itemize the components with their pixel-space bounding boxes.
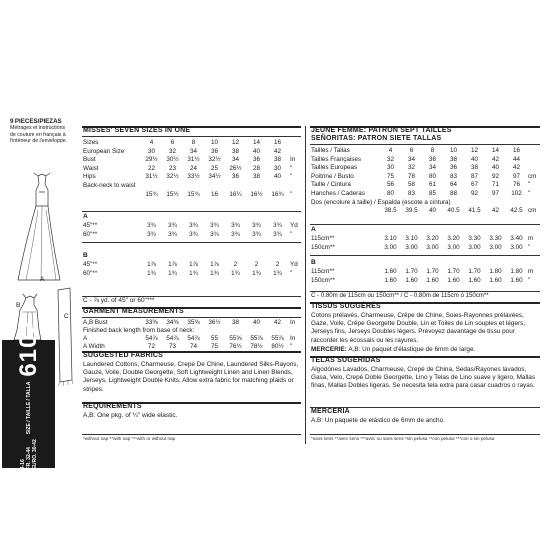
row-cell: 34 [407,155,415,163]
row-cell: 36 [210,147,218,155]
row-cell: 36 [231,173,239,181]
row-cell: 55 [210,335,218,342]
tissus-mercerie-title: MERCERIE: [311,346,347,353]
row-unit: In [290,335,296,342]
telas-mercerie-title: MERCERIA [311,408,350,415]
size-label: SIZE / TAILLE / TALLA [25,381,32,435]
row-cell: 16¼ [229,190,242,198]
row-cell: 1⅞ [147,261,156,268]
row-cell: 14 [252,139,260,146]
row-cell: 3.00 [384,244,397,251]
row-cell: 16½ [250,190,263,198]
row-cell: 3.30 [489,235,502,242]
row-label: 150cm** [311,244,335,251]
tissus-mercerie-text: A,B: Un paquet d'élastique de 6mm de large. [348,346,476,353]
row-cell: 1¾ [189,270,198,277]
row-cell: 3¾ [147,231,156,238]
misses-b-label: B [83,252,88,259]
row-cell: 1.60 [426,277,439,284]
row-cell: 3¾ [168,222,177,229]
row-cell: 40 [470,155,478,163]
row-cell: 34 [189,147,197,155]
pattern-number: 6102 [14,319,42,377]
row-cell: 3¾ [210,231,219,238]
row-cell: 41.5 [468,207,481,215]
row-cell: 3¾ [231,231,240,238]
footnote-right: *sans sens **avec sens ***avec ou sans sens *sin pelusa **con pelusa ***con o sin pelusa [311,436,495,441]
row-cell: 1.70 [405,268,418,275]
row-cell: 38 [470,164,478,172]
row-cell: 40 [491,164,499,172]
row-cell: 1.60 [447,277,460,284]
row-cell: 1.70 [468,268,481,275]
row-cell: 34 [231,156,239,164]
row-cell: 67 [470,181,478,189]
row-cell: 80 [428,172,436,180]
row-label: 45"** [83,222,98,229]
row-cell: 8 [430,147,435,154]
section-rule [310,224,540,225]
figure-b-label: B [16,302,21,309]
row-cell: 3¾ [273,231,282,238]
row-label: 115cm** [311,235,335,242]
row-label: Sizes [83,139,99,146]
row-cell: 54⅞ [145,335,158,342]
row-cell: 83 [407,190,415,197]
row-cell: 10 [449,147,457,154]
row-cell: 3¾ [231,222,240,229]
row-cell: 88 [449,190,457,197]
row-unit: Yd [290,261,298,268]
row-unit: In [290,319,296,326]
row-label: Dos (encolure à taille) / Espalda (escote a cintura) [311,198,451,206]
row-cell: 1¾ [168,270,177,277]
row-cell: 1¾ [231,270,240,277]
row-cell: 1.70 [426,268,439,275]
row-cell: 56 [386,181,394,189]
row-cell: 15¾ [187,190,200,198]
jeune-a-label: A [311,226,316,233]
telas-title: TELAS SUGERIDAS [311,357,381,364]
row-cell: 40 [252,319,260,326]
row-cell: 29½ [145,156,158,164]
row-cell: 26½ [229,164,242,172]
row-cell: 34½ [208,173,221,181]
row-cell: 3.00 [405,244,418,251]
row-cell: 30 [147,147,155,155]
tissus-mercerie [311,346,475,353]
row-cell: 1.80 [489,268,502,275]
row-cell: 55⅝ [229,335,242,342]
row-cell: 30 [273,164,281,172]
row-cell: 40 [252,147,260,155]
row-unit: " [290,173,293,181]
requirements-title: REQUIREMENTS [83,403,142,410]
row-cell: 33⅜ [145,319,158,326]
misses-title-rule [82,136,301,137]
row-cell: 36 [252,156,260,164]
row-cell: 78 [407,172,415,180]
row-cell: 3.00 [426,244,439,251]
figure-a-label: A [40,276,45,283]
row-cell: 1¾ [273,270,282,277]
row-cell: 58 [407,181,415,189]
row-cell: 32 [386,155,394,163]
row-cell: 38.5 [384,207,397,215]
row-cell: 16 [273,139,281,146]
row-label: 115cm** [311,268,335,275]
pieces-note [10,119,68,145]
row-cell: 38 [231,319,239,326]
row-cell: 1.80 [510,268,523,275]
section-rule [82,242,301,243]
tissus-text: Cotons prélavés, Charmeuse, Crêpe de Chine, Soies-Rayonnes prélavées, Gaze, Voile, Crêpe Georgette Double, Lin et Toiles de Lin souples et légers, Jerseys fins, Jerseys Doubles légers. Prévoyez davantage de tissu pour raccorder les écossais ou les rayures. [311,312,526,344]
row-cell: 42 [491,155,499,163]
row-label: A Width [83,343,105,350]
fabrics-text: Laundered Cottons, Charmeuse, Crepe De Chine, Laundered Silks-Rayons, Gauze, Voile, Double Georgette, Soft Lightweight Linen and Linen Blends, Jerseys, Lightweight Double Knits. Allow extra fabric for matching plaids or stripes. [83,361,299,393]
scarf-c-illustration [58,288,73,386]
row-cell: 6 [170,139,175,146]
row-label: 60"** [83,231,98,238]
row-label: Bust [83,156,96,164]
row-label: Finished back length from base of neck: [83,327,195,334]
jeune-title-1: JEUNE FEMME: PATRON SEPT TAILLES [311,127,452,134]
telas-text: Algodónes Lavados, Charmeuse, Crepé de China, Sedas/Rayones lavados, Gasa, Velo, Crepé Doble Georgette, Lino y Telas de Lino suave y ligero, Mallas finas, Mallas Dobles ligeras. Se necesita tela extra para casar cuadros o rayas. [311,366,536,390]
row-unit: cm [528,207,537,215]
jeune-c-row: C - 0.80m de 115cm ou 150cm** / C - 0.80m de 115cm ó 150cm** [311,292,489,299]
row-cell: 75 [210,343,218,350]
row-cell: 1.60 [384,268,397,275]
row-cell: 36 [449,164,457,172]
row-cell: 42.5 [510,207,523,215]
row-cell: 73 [168,343,176,350]
row-cell: 3¾ [168,231,177,238]
row-cell: 33½ [187,173,200,181]
row-cell: 83 [449,172,457,180]
telas-bottom-rule [310,434,540,435]
row-cell: 3.20 [426,235,439,242]
requirements-text: A,B: One pkg. of ¼" wide elastic. [83,412,178,419]
row-unit: " [290,164,293,172]
row-cell: 3.10 [405,235,418,242]
row-cell: 87 [470,172,478,180]
row-cell: 42 [512,164,520,172]
row-cell: 22 [147,164,155,172]
row-cell: 2 [233,261,238,268]
row-cell: 42 [273,319,281,326]
row-cell: 3¾ [210,222,219,229]
row-cell: 3¾ [273,222,282,229]
row-label: Poitrine / Busto [311,172,354,180]
footnote-left: *without nap **with nap ***with or without nap [83,436,176,441]
row-cell: 3¾ [189,222,198,229]
row-cell: 10 [210,139,218,146]
row-cell: 97 [512,172,520,180]
row-cell: 32 [168,147,176,155]
french-note: Métrages et instructions de couture en français à l'intérieur de l'enveloppe. [10,125,68,145]
row-cell: 74 [189,343,197,350]
row-cell: 40 [428,207,436,215]
row-cell: 15½ [166,190,179,198]
row-unit: m [528,268,534,275]
row-cell: 1⅞ [210,261,219,268]
figure-c-label: C [64,313,69,320]
row-label: 150cm** [311,277,335,284]
row-cell: 31½ [187,156,200,164]
row-cell: 3.00 [447,244,460,251]
size-code: A [17,474,39,489]
row-cell: 3.00 [468,244,481,251]
row-cell: 71 [491,181,499,189]
row-cell: 61 [428,181,436,189]
row-cell: 2 [254,261,259,268]
row-cell: 6 [409,147,414,154]
row-cell: 30 [386,164,394,172]
row-cell: 92 [470,190,478,197]
row-cell: 54⅞ [166,335,179,342]
row-cell: 42 [491,207,499,215]
row-label: Taille / Cintura [311,181,351,189]
row-cell: 15¾ [145,190,158,198]
row-cell: 8 [191,139,196,146]
row-cell: 64 [449,181,457,189]
column-divider [305,126,306,444]
row-cell: 3.00 [510,244,523,251]
row-cell: 23 [168,164,176,172]
row-cell: 1.70 [447,268,460,275]
row-cell: 1.60 [468,277,481,284]
row-cell: 40 [273,173,281,181]
row-cell: 4 [149,139,154,146]
fabrics-title: SUGGESTED FABRICS [83,352,164,359]
jeune-title-2: SEÑORITAS: PATRON SIETE TALLAS [311,135,442,142]
row-unit: " [528,190,531,197]
row-cell: 25 [210,164,218,172]
row-unit: " [528,277,531,284]
row-cell: 36½ [208,319,221,326]
row-cell: 34⅜ [166,319,179,326]
row-cell: 1¾ [147,270,156,277]
row-cell: 102 [511,190,522,197]
row-label: Back-neck to waist [83,182,136,189]
row-cell: 32 [407,164,415,172]
row-cell: 38 [449,155,457,163]
misses-title: MISSES' SEVEN SIZES IN ONE [83,127,191,134]
row-cell: 1¾ [252,270,261,277]
row-label: Hanches / Caderas [311,190,365,197]
row-cell: 16¾ [271,190,284,198]
row-cell: 78½ [250,343,263,350]
row-cell: 76½ [229,343,242,350]
row-cell: 16 [512,147,520,154]
section-rule [82,211,301,212]
row-cell: 3.40 [510,235,523,242]
row-unit: " [290,270,293,277]
row-cell: 24 [189,164,197,172]
misses-a-label: A [83,213,88,220]
row-cell: 72 [147,343,155,350]
tissus-title: TISSUS SUGGÉRÉS [311,303,381,310]
row-cell: 30½ [166,156,179,164]
row-cell: 44 [512,155,520,163]
row-cell: 36 [428,155,436,163]
row-cell: 38 [252,173,260,181]
row-cell: 38 [231,147,239,155]
dress-a-illustration [18,173,60,280]
row-cell: 3.00 [489,244,502,251]
row-cell: 76 [512,181,520,189]
row-cell: 35⅜ [187,319,200,326]
row-cell: 1¾ [210,270,219,277]
garment-title: GARMENT MEASUREMENTS [83,308,184,315]
row-cell: 3.30 [468,235,481,242]
row-label: Tailles / Tallas [311,147,350,154]
row-unit: cm [528,172,537,180]
size-lines: 4-16 FR. 32-44 EURO. 30-42 [19,439,38,470]
row-unit: " [290,343,293,350]
jeune-b-label: B [311,259,316,266]
row-cell: 34 [428,164,436,172]
row-label: A,B Bust [83,319,108,326]
row-unit: " [290,231,293,238]
row-cell: 12 [231,139,239,146]
telas-mercerie-text: A,B: Un paquete de elástico de 6mm de ancho. [311,417,445,424]
row-cell: 85 [428,190,436,197]
pieces-label: PIECES/PIEZAS [14,118,62,125]
row-cell: 54⅞ [187,335,200,342]
row-cell: 14 [491,147,499,154]
row-cell: 28 [252,164,260,172]
row-label: Hips [83,173,96,181]
row-cell: 1.60 [489,277,502,284]
row-cell: 1⅞ [189,261,198,268]
row-cell: 1.60 [510,277,523,284]
row-cell: 12 [470,147,478,154]
pieces-count: 9 [10,118,14,125]
row-cell: 1⅞ [168,261,177,268]
row-unit: " [528,244,531,251]
row-cell: 3¾ [147,222,156,229]
row-cell: 16 [210,190,218,198]
row-label: Tailles Europeas [311,164,358,172]
requirements-bottom-rule [82,434,301,435]
row-label: Tailles Françaises [311,155,362,163]
row-cell: 3.20 [447,235,460,242]
row-cell: 38 [273,156,281,164]
row-cell: 80½ [271,343,284,350]
garment-title-rule [82,317,301,318]
row-cell: 3¾ [189,231,198,238]
row-unit: Yd [290,222,298,229]
row-cell: 55⅞ [271,335,284,342]
row-cell: 32½ [208,156,221,164]
row-label: A [83,335,88,342]
row-label: 60"** [83,270,98,277]
row-label: Waist [83,164,99,172]
row-cell: 80 [386,190,394,197]
row-cell: 3¾ [252,222,261,229]
row-cell: 97 [491,190,499,197]
row-label: 45"** [83,261,98,268]
row-cell: 3.10 [384,235,397,242]
row-cell: 42 [273,147,281,155]
row-label: European Size [83,147,125,155]
row-cell: 75 [386,172,394,180]
row-unit: " [290,190,293,198]
row-unit: " [528,181,531,189]
row-cell: 4 [388,147,393,154]
row-cell: 92 [491,172,499,180]
row-cell: 1.60 [405,277,418,284]
row-cell: 1.60 [384,277,397,284]
row-unit: m [528,235,534,242]
jeune-title-rule [310,144,540,145]
row-cell: 2 [275,261,280,268]
row-cell: 39.5 [405,207,418,215]
row-cell: 32½ [166,173,179,181]
row-cell: 55⅞ [250,335,263,342]
row-cell: 40.5 [447,207,460,215]
row-cell: 31½ [145,173,158,181]
misses-c-row: C - ⅞ yd. of 45" or 60"*** [83,297,155,304]
pattern-number-bar [2,319,55,489]
row-unit: In [290,156,296,164]
row-cell: 3¾ [252,231,261,238]
section-rule [310,255,540,256]
